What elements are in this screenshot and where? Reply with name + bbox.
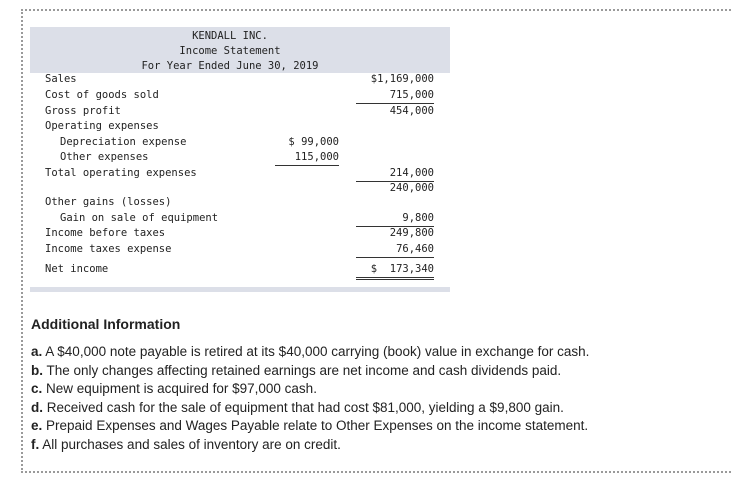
row-label: Gain on sale of equipment bbox=[60, 212, 219, 224]
statement-title: Income Statement bbox=[179, 45, 281, 57]
row-amount: $1,169,000 bbox=[370, 73, 434, 85]
row-label: Gross profit bbox=[45, 105, 121, 117]
additional-information bbox=[31, 316, 711, 454]
row-gross-profit bbox=[30, 104, 450, 119]
list-item bbox=[31, 399, 711, 418]
row-gain-on-sale bbox=[30, 211, 450, 226]
row-label: Depreciation expense bbox=[60, 136, 187, 148]
row-subamount: $ 99,000 bbox=[288, 136, 339, 148]
row-amount: 715,000 bbox=[356, 88, 434, 104]
row-label: Cost of goods sold bbox=[45, 89, 159, 101]
row-amount: 240,000 bbox=[389, 182, 434, 194]
item-text: The only changes affecting retained earnings are net income and cash dividends paid. bbox=[46, 362, 562, 378]
row-amount: 454,000 bbox=[389, 105, 434, 117]
row-subtotal bbox=[30, 181, 450, 196]
row-label: Sales bbox=[45, 73, 77, 85]
item-letter: d. bbox=[31, 399, 43, 415]
item-letter: a. bbox=[31, 344, 43, 359]
row-subamount: 115,000 bbox=[275, 150, 339, 166]
row-operating-expenses bbox=[30, 119, 450, 134]
list-item bbox=[31, 436, 711, 455]
item-text: All purchases and sales of inventory are on credit. bbox=[42, 436, 341, 452]
row-label: Operating expenses bbox=[45, 120, 159, 132]
row-label: Income before taxes bbox=[45, 227, 166, 239]
row-label: Other gains (losses) bbox=[45, 196, 172, 208]
item-letter: c. bbox=[31, 381, 43, 396]
row-other-expenses bbox=[30, 150, 450, 165]
row-sales bbox=[30, 72, 450, 87]
company-name: KENDALL INC. bbox=[192, 30, 268, 42]
list-item bbox=[31, 343, 711, 362]
statement-footer-bar bbox=[30, 287, 450, 292]
row-net-income bbox=[30, 262, 450, 277]
row-amount: 9,800 bbox=[356, 211, 434, 227]
row-label: Other expenses bbox=[60, 151, 149, 163]
row-amount: 214,000 bbox=[356, 166, 434, 182]
item-letter: f. bbox=[31, 436, 40, 452]
additional-info-heading: Additional Information bbox=[31, 316, 181, 332]
item-text: Prepaid Expenses and Wages Payable relate to Other Expenses on the income statement. bbox=[46, 418, 589, 433]
row-cogs bbox=[30, 88, 450, 103]
row-label: Net income bbox=[45, 263, 109, 275]
row-label: Income taxes expense bbox=[45, 243, 172, 255]
row-depreciation bbox=[30, 135, 450, 150]
row-amount: 249,800 bbox=[389, 227, 434, 239]
row-amount: 76,460 bbox=[356, 242, 434, 258]
statement-period: For Year Ended June 30, 2019 bbox=[141, 60, 319, 72]
statement-header bbox=[30, 27, 450, 73]
item-text: Received cash for the sale of equipment that had cost $81,000, yielding a $9,800 gain. bbox=[46, 399, 564, 415]
additional-info-list bbox=[31, 343, 711, 454]
row-other-gains bbox=[30, 195, 450, 210]
row-total-operating-expenses bbox=[30, 166, 450, 181]
list-item bbox=[31, 380, 711, 399]
income-statement bbox=[30, 27, 450, 292]
row-income-taxes bbox=[30, 242, 450, 257]
row-income-before-taxes bbox=[30, 226, 450, 241]
item-text: New equipment is acquired for $97,000 cash. bbox=[46, 381, 317, 396]
item-text: A $40,000 note payable is retired at its $40,000 carrying (book) value in exchange for cash. bbox=[45, 344, 590, 359]
row-label: Total operating expenses bbox=[45, 167, 197, 179]
item-letter: e. bbox=[31, 418, 43, 433]
item-letter: b. bbox=[31, 362, 43, 378]
list-item bbox=[31, 417, 711, 436]
row-amount: $ 173,340 bbox=[356, 262, 434, 280]
list-item bbox=[31, 362, 711, 381]
